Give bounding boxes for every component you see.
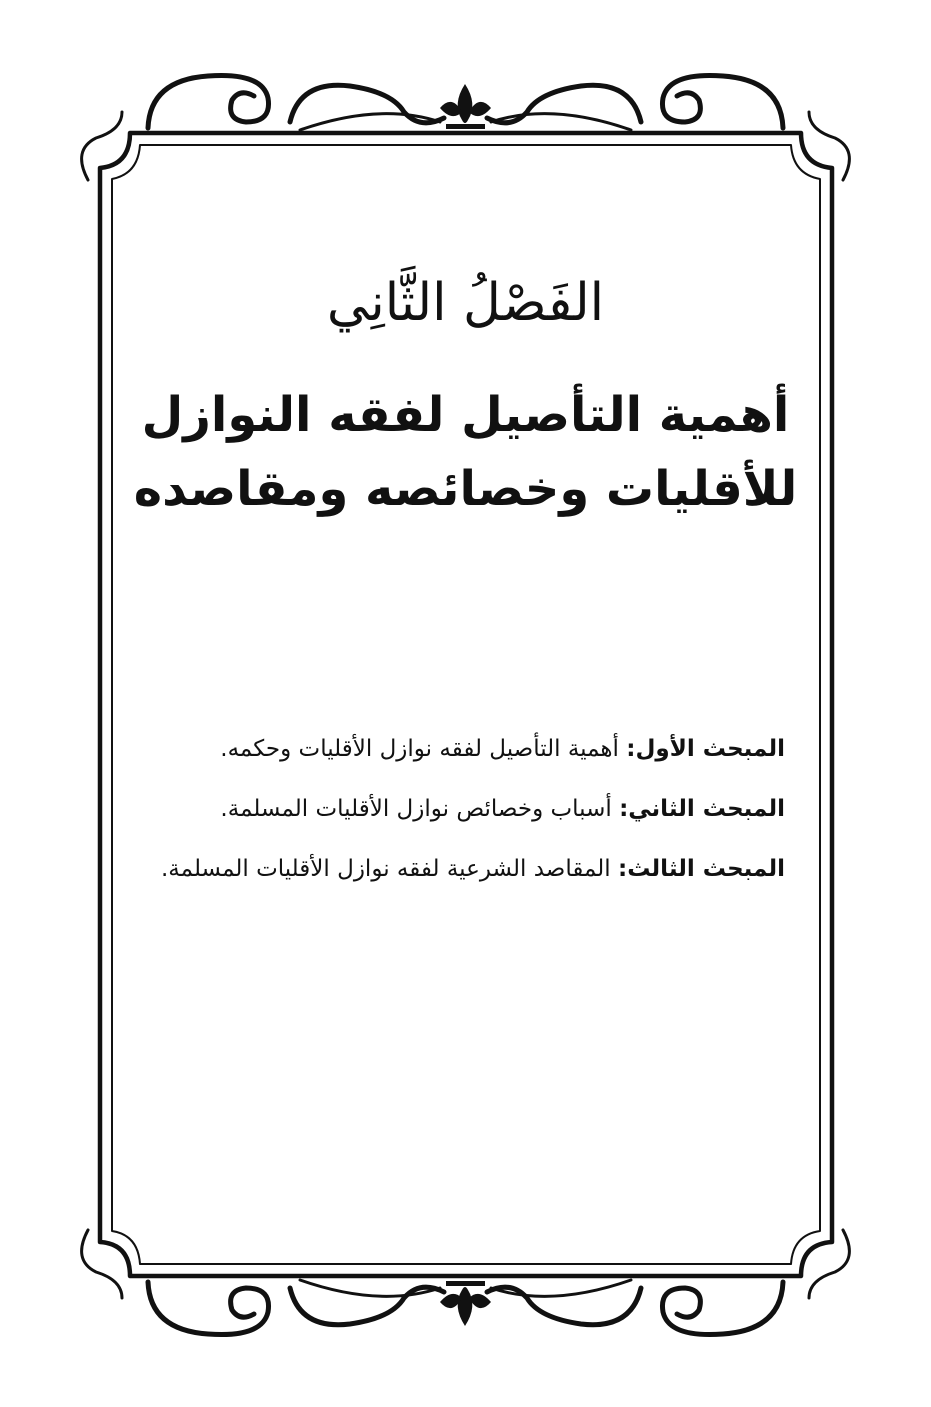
section-name: المبحث الثاني: bbox=[619, 796, 785, 822]
chapter-heading bbox=[120, 270, 811, 526]
chapter-title-line-1: أهمية التأصيل لفقه النوازل bbox=[141, 386, 790, 443]
section-item-2 bbox=[145, 786, 785, 832]
section-list bbox=[145, 726, 785, 906]
top-center-fleuron bbox=[440, 84, 491, 129]
section-text: أهمية التأصيل لفقه نوازل الأقليات وحكمه. bbox=[220, 736, 619, 762]
section-text: المقاصد الشرعية لفقه نوازل الأقليات المسلمة. bbox=[161, 856, 611, 882]
section-item-1 bbox=[145, 726, 785, 772]
section-text: أسباب وخصائص نوازل الأقليات المسلمة. bbox=[220, 796, 612, 822]
section-name: المبحث الأول: bbox=[626, 736, 785, 762]
chapter-label: الفَصْلُ الثَّانِي bbox=[326, 273, 605, 333]
section-name: المبحث الثالث: bbox=[618, 856, 785, 882]
bottom-center-fleuron bbox=[440, 1281, 491, 1326]
chapter-title-line-2: للأقليات وخصائصه ومقاصده bbox=[133, 460, 798, 517]
section-item-3 bbox=[145, 846, 785, 892]
